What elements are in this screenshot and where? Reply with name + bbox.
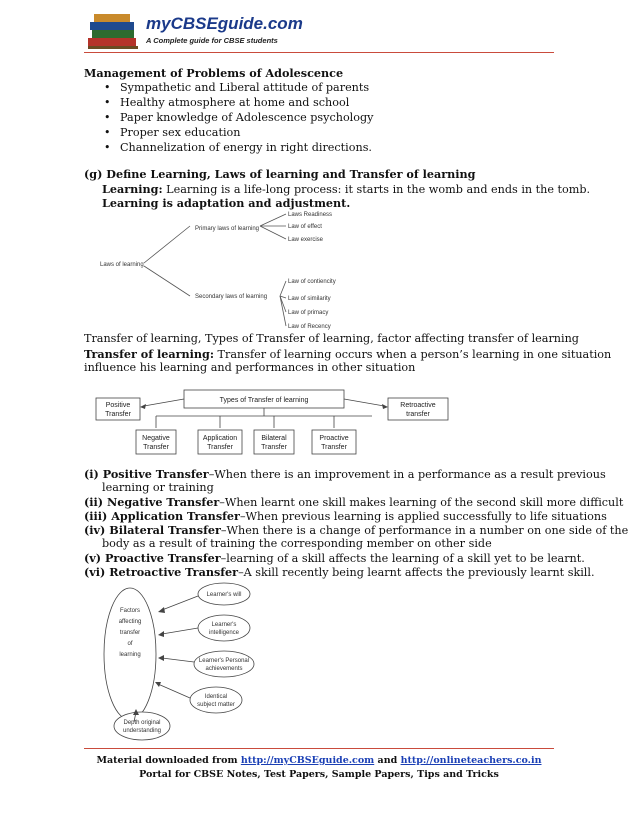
- factor-label: subject matter: [197, 702, 235, 708]
- arrow-line: [162, 596, 198, 610]
- definition-text: –A skill recently being learnt affects the previously learnt skill.: [238, 566, 595, 579]
- branch-line: [144, 266, 190, 296]
- arrowhead-icon: [158, 655, 164, 661]
- laws-of-learning-diagram: [100, 208, 400, 332]
- secondary-law-item: Law of contiencity: [288, 279, 336, 285]
- type-label: Transfer: [105, 411, 131, 418]
- bullet-icon: •: [104, 126, 111, 139]
- definition-item: [84, 565, 595, 581]
- footer-divider: [84, 748, 554, 749]
- site-logo[interactable]: [84, 8, 303, 54]
- branch-line: [280, 296, 286, 326]
- footer-link-onlineteachers[interactable]: http://onlineteachers.co.in: [400, 755, 542, 766]
- bullet-icon: •: [104, 141, 111, 154]
- type-label: Positive: [105, 402, 131, 409]
- factors-center-line: learning: [119, 652, 141, 658]
- secondary-law-item: Law of primacy: [288, 310, 329, 316]
- arrowhead-icon: [158, 631, 164, 637]
- factor-label: Learner's Personal: [198, 658, 250, 664]
- footer-prefix: Material downloaded from: [96, 755, 241, 766]
- type-label: Retroactive: [400, 402, 436, 409]
- footer-portal-line: Portal for CBSE Notes, Test Papers, Sample Papers, Tips and Tricks: [139, 769, 499, 780]
- bullet-icon: •: [104, 111, 111, 124]
- factor-label: Depth original: [123, 720, 161, 726]
- branch-line: [260, 226, 286, 239]
- section-heading-adolescence: Management of Problems of Adolescence: [84, 66, 344, 80]
- factor-label: understanding: [122, 728, 162, 734]
- factor-label: Learner's: [211, 622, 237, 628]
- type-label: Transfer: [261, 444, 287, 451]
- definition-cont: body as a result of training the corresponding member on other side: [102, 537, 492, 550]
- definition-text: –When previous learning is applied successfully to life situations: [239, 510, 607, 523]
- learning-adaptation: Learning is adaptation and adjustment.: [102, 196, 351, 210]
- definition-text: –learning of a skill affects the learning of a skill yet to be learnt.: [220, 552, 585, 565]
- factor-ellipse: [194, 651, 254, 677]
- factor-ellipse: [198, 615, 250, 641]
- arrowhead-icon: [140, 404, 146, 409]
- factor-ellipse: [190, 687, 242, 713]
- arrow-line: [162, 628, 198, 634]
- types-of-transfer-diagram: [92, 386, 562, 462]
- definition-text: –When learnt one skill makes learning of the second skill more difficult: [219, 496, 624, 509]
- definition-cont: learning or training: [102, 481, 214, 494]
- primary-law-item: Laws Readiness: [288, 212, 333, 218]
- factors-affecting-transfer-diagram: [100, 582, 280, 744]
- factor-label: intelligence: [208, 630, 240, 636]
- transfer-intro: Transfer of learning, Types of Transfer of learning, factor affecting transfer of learning: [84, 332, 579, 345]
- list-item: Channelization of energy in right directions.: [120, 141, 372, 154]
- list-item: Paper knowledge of Adolescence psychology: [120, 111, 374, 124]
- list-item: Sympathetic and Liberal attitude of parents: [120, 81, 370, 94]
- arrowhead-icon: [158, 607, 165, 613]
- type-label: Bilateral: [261, 435, 287, 442]
- factors-center-line: affecting: [118, 619, 142, 625]
- branch-line: [144, 226, 190, 263]
- footer-source-line: [0, 755, 638, 766]
- types-center-label: Types of Transfer of learning: [219, 397, 309, 404]
- secondary-law-item: Law of Recency: [288, 324, 331, 330]
- secondary-laws-label: Secondary laws of learning: [195, 294, 268, 300]
- learning-label: Learning:: [102, 182, 163, 196]
- arrowhead-icon: [382, 404, 388, 409]
- factor-label: Identical: [204, 694, 228, 700]
- definition-label: (ii) Negative Transfer: [84, 495, 220, 509]
- factor-label: achievements: [205, 666, 243, 672]
- factor-ellipse: [114, 712, 170, 740]
- branch-line: [260, 214, 286, 226]
- branch-line: [280, 281, 286, 296]
- factors-center-line: Factors: [119, 608, 141, 614]
- list-item: Proper sex education: [120, 126, 241, 139]
- definition-label: (v) Proactive Transfer: [84, 551, 221, 565]
- factors-center-line: transfer: [119, 630, 141, 636]
- books-logo-icon: [84, 8, 142, 52]
- learning-text: Learning is a life-long process: it starts in the womb and ends in the tomb.: [162, 183, 591, 196]
- type-label: Application: [202, 435, 238, 442]
- type-label: Proactive: [319, 435, 349, 442]
- definition-text: –When there is a change of performance in a number on one side of the: [220, 524, 629, 537]
- definition-label: (iii) Application Transfer: [84, 509, 240, 523]
- primary-law-item: Law exercise: [288, 237, 324, 243]
- brand-name: myCBSEguide.com: [146, 14, 303, 33]
- definition-label: (iv) Bilateral Transfer: [84, 523, 221, 537]
- arrow-line: [162, 658, 194, 662]
- type-label: Transfer: [321, 444, 347, 451]
- arrow-line: [344, 399, 384, 406]
- transfer-definition-line2: influence his learning and performances in other situation: [84, 361, 416, 374]
- section-heading-learning: (g) Define Learning, Laws of learning and Transfer of learning: [84, 167, 476, 181]
- definition-label: (vi) Retroactive Transfer: [84, 565, 239, 579]
- definition-text: –When there is an improvement in a performance as a result previous: [208, 468, 606, 481]
- factors-center-line: of: [127, 641, 133, 647]
- definition-label: (i) Positive Transfer: [84, 467, 209, 481]
- factor-label: Learner's will: [206, 592, 242, 598]
- bullet-icon: •: [104, 96, 111, 109]
- arrow-line: [144, 399, 184, 406]
- primary-laws-label: Primary laws of learning: [195, 226, 260, 232]
- footer-link-mycbseguide[interactable]: http://myCBSEguide.com: [240, 755, 375, 766]
- arrow-line: [158, 684, 190, 698]
- type-label: Transfer: [207, 444, 233, 451]
- brand-tagline: A Complete guide for CBSE students: [146, 36, 278, 45]
- type-label: Negative: [142, 435, 170, 442]
- bullet-icon: •: [104, 81, 111, 94]
- header-divider: [84, 52, 554, 53]
- primary-law-item: Law of effect: [288, 224, 322, 230]
- transfer-label: Transfer of learning:: [84, 347, 214, 361]
- secondary-law-item: Law of similarity: [288, 296, 331, 302]
- footer-mid: and: [374, 755, 401, 766]
- type-label: transfer: [406, 411, 430, 418]
- transfer-def-text: Transfer of learning occurs when a person’s learning in one situation: [213, 348, 612, 361]
- list-item: Healthy atmosphere at home and school: [120, 96, 350, 109]
- laws-root-label: Laws of learning: [100, 262, 144, 268]
- type-label: Transfer: [143, 444, 169, 451]
